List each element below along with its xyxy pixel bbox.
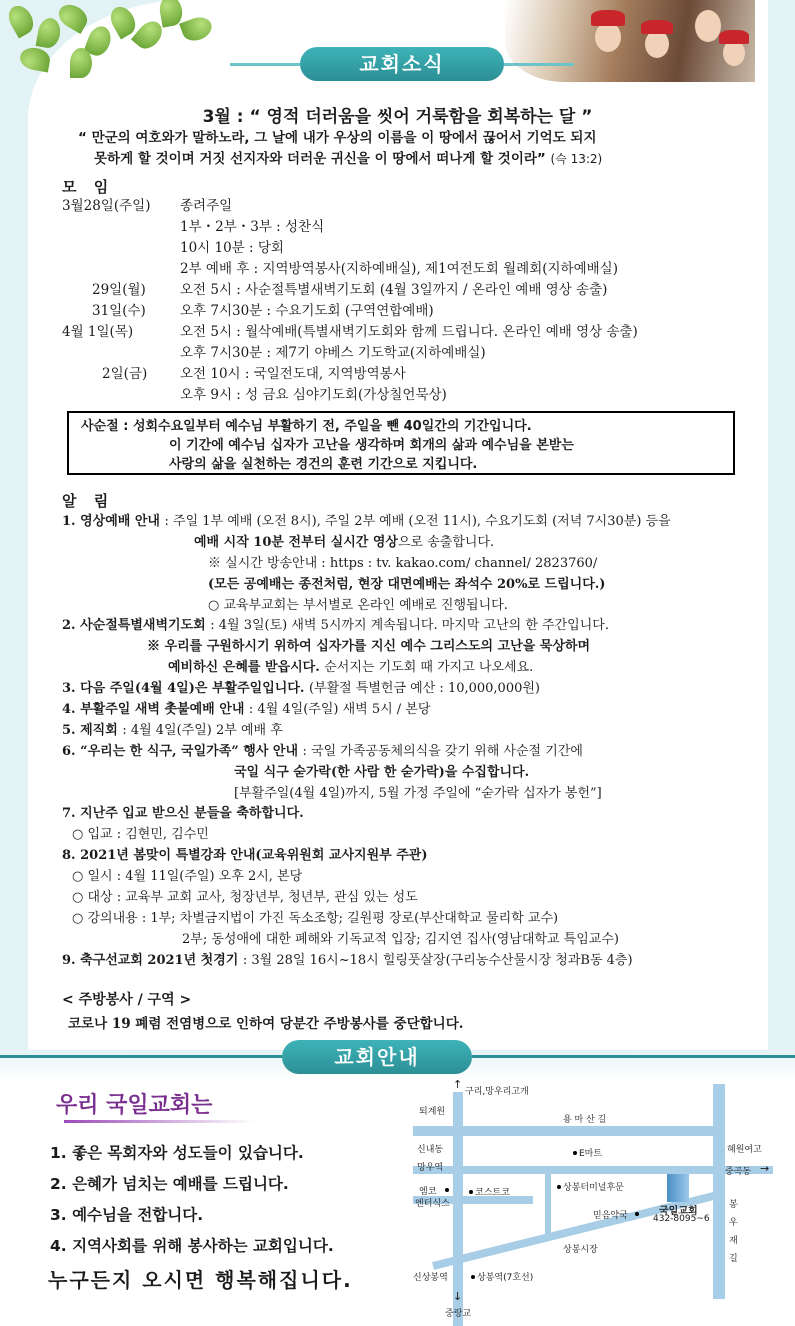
- banner-line-right: [504, 63, 574, 66]
- banner2-line-right: [472, 1055, 795, 1058]
- map-label-bongu: 봉우재길: [729, 1200, 738, 1264]
- map-label-junggok: 중곡동: [725, 1167, 752, 1177]
- notice-row: [62, 742, 767, 763]
- notice-bold-text: ※ 우리를 구원하시기 위하여 십자가를 지신 예수 그리스도의 고난을 묵상하며: [147, 639, 591, 655]
- notice-text: ○ 교육부교회는 부서별로 온라인 예배로 진행됩니다.: [208, 597, 508, 613]
- notice-text: 순서지는 기도회 때 가지고 나오세요.: [324, 660, 534, 676]
- schedule-row: 2부 예배 후 : 지역방역봉사(지하예배실), 제1여전도회 월례회(지하예배실): [180, 261, 618, 277]
- lent-notice-box: [67, 411, 735, 475]
- meetings-schedule: [62, 196, 762, 406]
- schedule-row: 29일(월) 오전 5시 : 사순절특별새벽기도회 (4월 3일까지 / 온라인 예배 영상 송출): [92, 282, 608, 298]
- map-label-sangbong-station: 상봉역(7호선): [477, 1273, 534, 1283]
- notice-row: [62, 763, 767, 784]
- notice-row: [62, 951, 767, 972]
- notice-row: [62, 533, 767, 554]
- notice-bold-text: 예비하신 은혜를 받읍시다.: [168, 660, 325, 676]
- notice-row: [62, 721, 767, 742]
- notice-text: 2부; 동성애에 대한 폐해와 기독교적 입장; 김지연 집사(영남대학교 특임교수): [182, 931, 619, 947]
- schedule-row: 3월28일(주일) 종려주일: [62, 198, 233, 214]
- notice-row: [62, 888, 767, 909]
- lent-line-3: 사랑의 삶을 실천하는 경건의 훈련 기간으로 지킵니다.: [169, 457, 478, 472]
- map-road-middle: [413, 1166, 773, 1174]
- map-label-north: 구리,망우리고개: [465, 1087, 529, 1097]
- kitchen-text: 코로나 19 폐렴 전염병으로 인하여 당분간 주방봉사를 중단합니다.: [68, 1016, 464, 1032]
- notice-text: : 국일 가족공동체의식을 갖기 위해 사순절 기간에: [302, 743, 583, 759]
- map-label-toegyewon: 퇴계원: [419, 1107, 446, 1117]
- notice-bold-text: 6. “우리는 한 식구, 국일가족” 행사 안내: [62, 743, 303, 759]
- schedule-row: 오후 7시30분 : 제7기 야베스 기도학교(지하예배실): [180, 345, 486, 361]
- choir-photo: [505, 0, 755, 82]
- about-list: [50, 1138, 334, 1262]
- map-label-emco1: 엠코: [419, 1187, 437, 1197]
- notice-row: [62, 616, 767, 637]
- map-label-mangu: 망우역: [417, 1163, 444, 1173]
- schedule-row: 1부・2부・3부 : 성찬식: [180, 219, 325, 235]
- verse-line-1: “ 만군의 여호와가 말하노라, 그 날에 내가 우상의 이름을 이 땅에서 끊어서 기억도 되지: [78, 130, 597, 146]
- notice-bold-text: 2. 사순절특별새벽기도회: [62, 618, 211, 634]
- map-label-emart: E마트: [579, 1149, 603, 1159]
- notice-row: [62, 825, 767, 846]
- welcome-message: 누구든지 오시면 행복해집니다.: [48, 1268, 353, 1292]
- map-label-emco2: 엔터식스: [415, 1199, 450, 1209]
- notice-text: ○ 강의내용 : 1부; 차별금지법이 가진 독소조항; 길원평 장로(부산대학교 물리학 교수): [72, 910, 559, 926]
- notices-list: [62, 512, 767, 972]
- notice-text: ※ 실시간 방송안내 : https : tv. kakao.com/ channel/ 2823760/: [208, 555, 598, 571]
- location-map: ↑ 구리,망우리고개 퇴계원 용 마 산 길 신내동 E마트 혜원여고 망우역 중곡동 → 엠코 엔터식스 코스트코 상봉터미널후문 국일교회 432-8095~6 믿음약국 봉우재길 상봉시장 신상봉역 상봉역(7호선) ↓ 중랑교: [413, 1084, 773, 1326]
- notice-row: [62, 596, 767, 617]
- map-label-yongmasan: 용 마 산 길: [563, 1115, 607, 1125]
- map-road-connector: [545, 1174, 551, 1239]
- schedule-row: 4월 1일(목) 오전 5시 : 월삭예배(특별새벽기도회와 함께 드립니다. 온라인 예배 영상 송출): [62, 324, 638, 340]
- lent-line-2: 이 기간에 예수님 십자가 고난을 생각하며 회개의 삶과 예수님을 본받는: [169, 438, 574, 453]
- banner-line-left: [230, 63, 300, 66]
- church-building-icon: [667, 1174, 689, 1202]
- map-label-phone: 432-8095~6: [653, 1214, 710, 1224]
- notice-text: [부활주일(4월 4일)까지, 5월 가정 주일에 “숟가락 십자가 봉헌”]: [234, 785, 602, 801]
- map-label-sinnae: 신내동: [417, 1145, 444, 1155]
- notice-row: [62, 637, 767, 658]
- map-label-hyewon: 혜원여고: [727, 1145, 762, 1155]
- map-label-sangbong-terminal: 상봉터미널후문: [563, 1183, 624, 1193]
- kitchen-heading: < 주방봉사 / 구역 >: [62, 992, 192, 1008]
- verse-reference: (슥 13:2): [550, 152, 603, 166]
- notice-row: [62, 909, 767, 930]
- verse-line-2: 못하게 할 것이며 거짓 선지자와 더러운 귀신을 이 땅에서 떠나게 할 것이라”: [94, 151, 546, 167]
- notice-row: [62, 784, 767, 805]
- notice-text: : 주일 1부 예배 (오전 8시), 주일 2부 예배 (오전 11시), 수요기도회 (저녁 7시30분) 등을: [164, 514, 671, 529]
- notice-row: [62, 554, 767, 575]
- notice-row: [62, 867, 767, 888]
- lent-label: 사순절 :: [81, 419, 129, 434]
- about-item: 4. 지역사회를 위해 봉사하는 교회입니다.: [50, 1237, 334, 1255]
- schedule-row: 31일(수) 오후 7시30분 : 수요기도회 (구역연합예배): [92, 303, 434, 319]
- map-label-church: 국일교회: [659, 1206, 698, 1217]
- notice-row: [62, 512, 767, 533]
- map-label-sangbong-market: 상봉시장: [563, 1245, 598, 1255]
- notice-row: [62, 700, 767, 721]
- notice-bold-text: 4. 부활주일 새벽 촛불예배 안내: [62, 702, 249, 718]
- notice-text: ○ 일시 : 4월 11일(주일) 오후 2시, 본당: [72, 869, 303, 885]
- notice-text: ○ 입교 : 김현민, 김수민: [72, 827, 209, 843]
- notice-text: (부활절 특별헌금 예산 : 10,000,000원): [308, 681, 541, 697]
- notices-heading: 알 림: [62, 492, 115, 510]
- about-title: 우리 국일교회는: [42, 1086, 247, 1126]
- church-guide-section: [0, 1045, 795, 1326]
- notice-text: : 4월 4일(주일) 새벽 5시 / 본당: [248, 702, 431, 718]
- notice-bold-text: 7. 지난주 입교 받으신 분들을 축하합니다.: [62, 806, 304, 822]
- notice-row: [62, 804, 767, 825]
- notice-bold-text: 3. 다음 주일(4월 4일)은 부활주일입니다.: [62, 681, 309, 697]
- meetings-heading: 모 임: [62, 178, 115, 196]
- map-label-sinsangbong: 신상봉역: [413, 1273, 448, 1283]
- about-item: 1. 좋은 목회자와 성도들이 있습니다.: [50, 1144, 304, 1162]
- about-item: 3. 예수님을 전합니다.: [50, 1206, 204, 1224]
- notice-row: [62, 658, 767, 679]
- notice-bold-text: 예배 시작 10분 전부터 실시간 영상: [194, 534, 398, 550]
- map-label-mideum: 믿음약국: [593, 1211, 628, 1221]
- lent-line-1: 성회수요일부터 예수님 부활하기 전, 주일을 뺀 40일간의 기간입니다.: [132, 419, 532, 434]
- notice-text: : 4월 3일(토) 새벽 5시까지 계속됩니다. 마지막 고난의 한 주간입니다.: [210, 618, 609, 634]
- notice-bold-text: 국일 식구 숟가락(한 사람 한 숟가락)을 수집합니다.: [234, 764, 530, 780]
- notice-bold-text: 8. 2021년 봄맞이 특별강좌 안내(교육위원회 교사지원부 주관): [62, 848, 428, 864]
- notice-text: : 3월 28일 16시~18시 힐링풋살장(구리농수산물시장 청과B동 4층): [242, 952, 633, 968]
- schedule-row: 오후 9시 : 성 금요 심야기도회(가상칠언묵상): [180, 387, 447, 403]
- banner2-line-left: [0, 1055, 282, 1058]
- notice-text: ○ 대상 : 교육부 교회 교사, 청장년부, 청년부, 관심 있는 성도: [72, 890, 418, 906]
- map-road-top: [413, 1126, 725, 1136]
- schedule-row: 2일(금) 오전 10시 : 국일전도대, 지역방역봉사: [102, 366, 406, 382]
- leaves-decoration: [0, 0, 220, 80]
- church-news-banner: 교회소식: [300, 47, 504, 81]
- notice-row: [62, 930, 767, 951]
- notice-text: 으로 송출합니다.: [397, 534, 495, 550]
- church-guide-banner: 교회안내: [282, 1040, 472, 1074]
- map-label-costco: 코스트코: [475, 1188, 510, 1198]
- month-theme: 3월 : “ 영적 더러움을 씻어 거룩함을 회복하는 달 ”: [202, 107, 593, 127]
- schedule-row: 10시 10분 : 당회: [180, 240, 284, 256]
- notice-bold-text: (모든 공예배는 종전처럼, 현장 대면예배는 좌석수 20%로 드립니다.): [208, 576, 606, 592]
- about-item: 2. 은혜가 넘치는 예배를 드립니다.: [50, 1175, 289, 1193]
- notice-row: [62, 679, 767, 700]
- notice-row: [62, 575, 767, 596]
- notice-text: : 4월 4일(주일) 2부 예배 후: [122, 722, 283, 738]
- map-label-jungnang: 중랑교: [445, 1309, 472, 1319]
- theme-verse: [78, 128, 758, 170]
- notice-row: [62, 846, 767, 867]
- notice-bold-text: 1. 영상예배 안내: [62, 514, 165, 529]
- notice-bold-text: 5. 제직회: [62, 722, 123, 738]
- notice-bold-text: 9. 축구선교회 2021년 첫경기: [62, 952, 243, 968]
